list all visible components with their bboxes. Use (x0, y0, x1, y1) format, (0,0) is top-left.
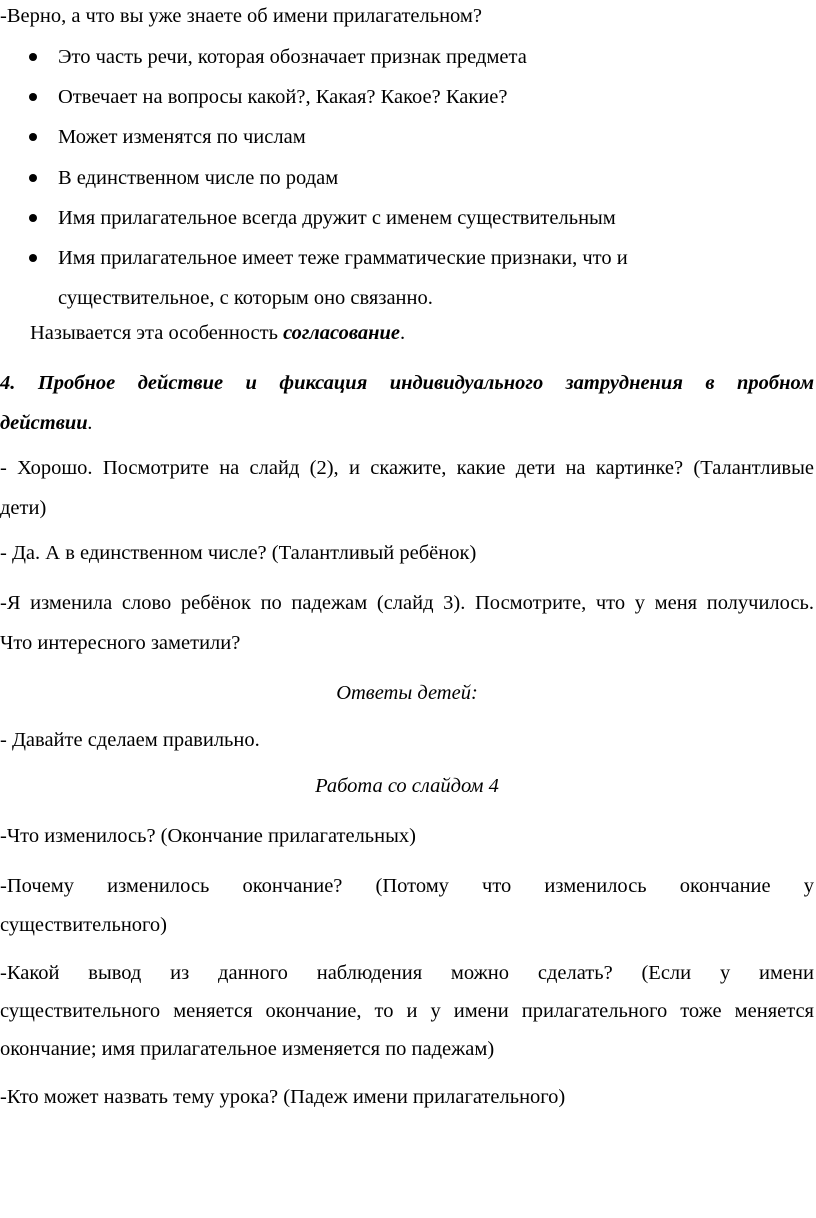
bullet-text: Имя прилагательное имеет теже грамматические признаки, что и (58, 247, 628, 269)
bullet-text: Это часть речи, которая обозначает признак предмета (58, 46, 527, 68)
paragraph-4: - Давайте сделаем правильно. (0, 729, 260, 751)
bullet-text: Имя прилагательное всегда дружит с именем существительным (58, 207, 616, 229)
paragraph-7-line1: -Какой вывод из данного наблюдения можно сделать? (Если у имени (0, 962, 814, 984)
bullet-text-continuation: существительное, с которым оно связанно. (58, 287, 433, 309)
section-heading-dot: . (87, 412, 93, 434)
paragraph-7-line3: окончание; имя прилагательное изменяется по падежам) (0, 1038, 495, 1060)
paragraph-8: -Кто может назвать тему урока? (Падеж имени прилагательного) (0, 1086, 566, 1108)
intro-question: -Верно, а что вы уже знаете об имени прилагательном? (0, 5, 482, 27)
paragraph-6-line2: существительного) (0, 914, 168, 936)
bullet-dot (29, 133, 37, 141)
section-heading-line1: 4. Пробное действие и фиксация индивидуального затруднения в пробном (0, 372, 814, 394)
section-heading-line2 (0, 410, 814, 436)
paragraph-3-line2: Что интересного заметили? (0, 632, 241, 654)
paragraph-2: - Да. А в единственном числе? (Талантливый ребёнок) (0, 542, 477, 564)
bullet-text: В единственном числе по родам (58, 167, 339, 189)
answers-label: Ответы детей: (336, 682, 478, 704)
bullet-dot (29, 53, 37, 61)
section-heading-word: действии (0, 412, 88, 434)
paragraph-5: -Что изменилось? (Окончание прилагательных) (0, 825, 416, 847)
agreement-prefix: Называется эта особенность (30, 322, 284, 344)
bullet-dot (29, 174, 37, 182)
agreement-line (30, 320, 810, 346)
paragraph-1-line1: - Хорошо. Посмотрите на слайд (2), и скажите, какие дети на картинке? (Талантливые (0, 457, 814, 479)
paragraph-3-line1: -Я изменила слово ребёнок по падежам (слайд 3). Посмотрите, что у меня получилось. (0, 592, 814, 614)
bullet-dot (29, 214, 37, 222)
slide4-label: Работа со слайдом 4 (315, 775, 499, 797)
bullet-text: Может изменятся по числам (58, 126, 306, 148)
agreement-suffix: . (399, 322, 406, 344)
bullet-dot (29, 254, 37, 262)
bullet-dot (29, 93, 37, 101)
agreement-term: согласование (283, 322, 400, 344)
paragraph-1-line2: дети) (0, 497, 47, 519)
bullet-text: Отвечает на вопросы какой?, Какая? Какое? Какие? (58, 86, 508, 108)
paragraph-6-line1: -Почему изменилось окончание? (Потому что изменилось окончание у (0, 875, 814, 897)
paragraph-7-line2: существительного меняется окончание, то и у имени прилагательного тоже меняется (0, 1000, 814, 1022)
